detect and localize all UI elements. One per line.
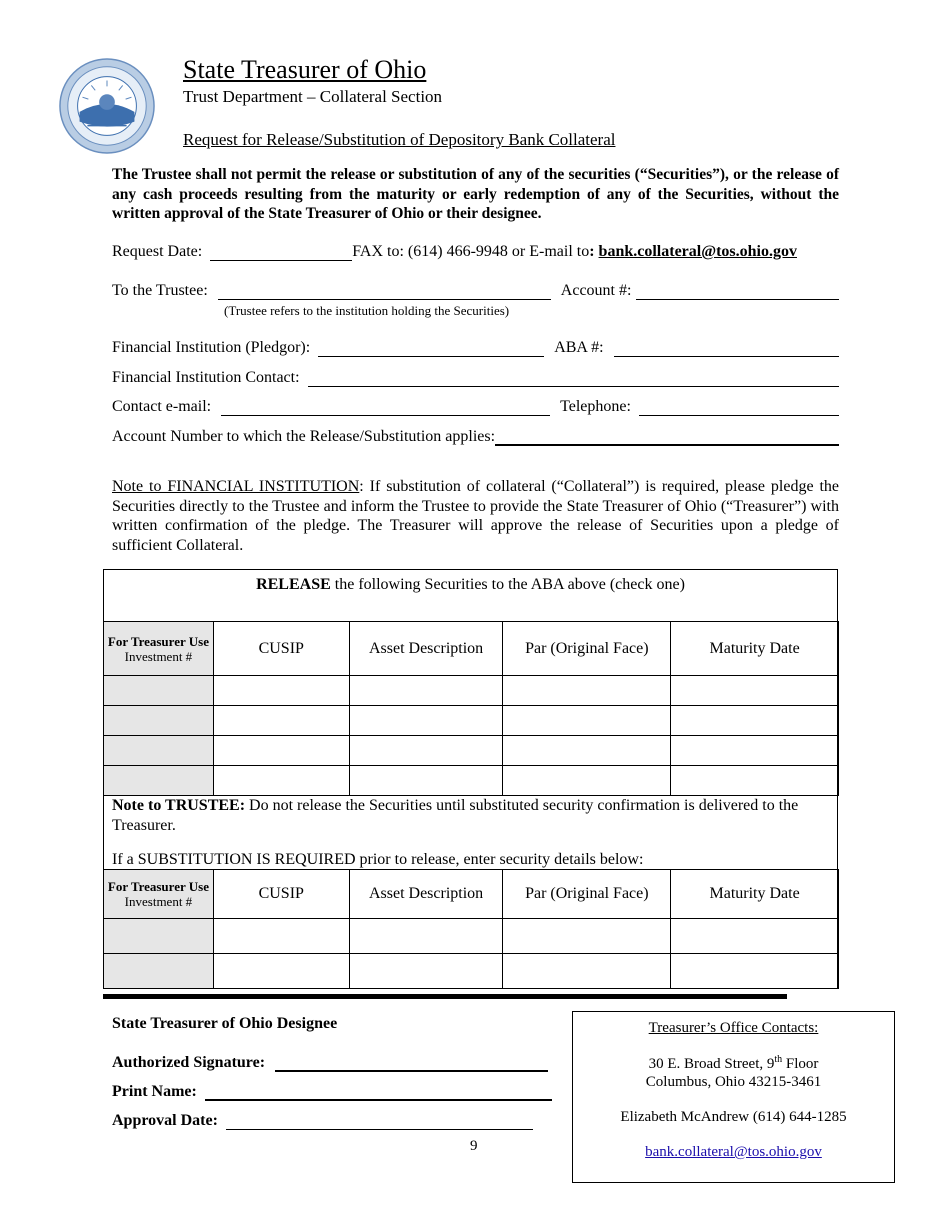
contacts-heading: Treasurer’s Office Contacts: xyxy=(648,1020,819,1036)
authorized-signature-field[interactable] xyxy=(275,1055,548,1072)
cusip-header: CUSIP xyxy=(213,870,349,919)
ohio-treasurer-seal-icon xyxy=(58,57,156,155)
investment-cell xyxy=(104,736,214,766)
telephone-field[interactable] xyxy=(639,400,839,416)
fi-contact-row xyxy=(112,369,839,387)
contacts-address-line2: Columbus, Ohio 43215-3461 xyxy=(645,1074,822,1090)
designee-heading: State Treasurer of Ohio Designee xyxy=(112,1015,338,1032)
fax-colon: : xyxy=(589,243,595,260)
account-number-row xyxy=(112,428,839,446)
maturity-cell[interactable] xyxy=(671,736,839,766)
cusip-cell[interactable] xyxy=(213,676,349,706)
investment-cell xyxy=(104,766,214,796)
substitution-instruction: If a SUBSTITUTION IS REQUIRED prior to release, enter security details below: xyxy=(112,851,644,868)
pledgor-row xyxy=(112,339,839,357)
fi-contact-label: Financial Institution Contact: xyxy=(112,369,300,386)
maturity-date-header: Maturity Date xyxy=(671,622,839,676)
approval-date-label: Approval Date: xyxy=(112,1112,218,1129)
contact-email-field[interactable] xyxy=(221,400,550,416)
cusip-cell[interactable] xyxy=(213,706,349,736)
table-row xyxy=(104,766,839,796)
maturity-cell[interactable] xyxy=(671,706,839,736)
account-label: Account #: xyxy=(560,282,632,299)
telephone-label: Telephone: xyxy=(560,398,631,415)
par-cell[interactable] xyxy=(503,919,671,954)
investment-cell xyxy=(104,919,214,954)
par-header: Par (Original Face) xyxy=(503,622,671,676)
note-to-trustee xyxy=(112,796,832,836)
asset-description-header: Asset Description xyxy=(349,622,503,676)
table-row xyxy=(104,736,839,766)
cusip-cell[interactable] xyxy=(213,954,349,989)
contact-email-label: Contact e-mail: xyxy=(112,398,212,415)
authorized-signature-label: Authorized Signature: xyxy=(112,1054,266,1071)
table-row xyxy=(104,706,839,736)
submission-email-link[interactable]: bank.collateral@tos.ohio.gov xyxy=(598,243,797,260)
for-treasurer-use-header: For Treasurer Use Investment # xyxy=(104,870,214,919)
approval-date-row xyxy=(112,1112,533,1130)
department-subtitle: Trust Department – Collateral Section xyxy=(183,87,443,106)
contact-email-row xyxy=(112,398,839,416)
cusip-cell[interactable] xyxy=(213,919,349,954)
trustee-hint: (Trustee refers to the institution holding the Securities) xyxy=(224,303,510,318)
maturity-date-header: Maturity Date xyxy=(671,870,839,919)
investment-cell xyxy=(104,676,214,706)
investment-cell xyxy=(104,954,214,989)
aba-label: ABA #: xyxy=(554,339,604,356)
note-trustee-bold: Note to TRUSTEE: xyxy=(112,797,246,814)
asset-cell[interactable] xyxy=(349,706,503,736)
cusip-cell[interactable] xyxy=(213,736,349,766)
par-header: Par (Original Face) xyxy=(503,870,671,919)
treasurer-contacts-box xyxy=(572,1011,895,1183)
release-table xyxy=(103,621,839,796)
page-number: 9 xyxy=(470,1138,478,1154)
authorized-signature-row xyxy=(112,1054,548,1072)
account-number-label: Account Number to which the Release/Substitution applies: xyxy=(112,428,496,445)
approval-date-field[interactable] xyxy=(226,1114,533,1130)
account-field[interactable] xyxy=(636,284,839,300)
pledgor-field[interactable] xyxy=(318,341,544,357)
substitution-table-header xyxy=(104,870,839,919)
par-cell[interactable] xyxy=(503,706,671,736)
aba-field[interactable] xyxy=(614,341,839,357)
cusip-header: CUSIP xyxy=(213,622,349,676)
release-table-header xyxy=(104,622,839,676)
trustee-label: To the Trustee: xyxy=(112,282,208,299)
substitution-table xyxy=(103,869,839,989)
note-trustee-text: Do not release the Securities until substituted security confirmation is delivered to the Treasurer. xyxy=(112,797,799,834)
maturity-cell[interactable] xyxy=(671,919,839,954)
fi-contact-field[interactable] xyxy=(308,371,839,387)
par-cell[interactable] xyxy=(503,954,671,989)
request-date-row xyxy=(112,243,839,261)
maturity-cell[interactable] xyxy=(671,954,839,989)
section-divider xyxy=(103,994,787,999)
release-bold: RELEASE xyxy=(256,576,331,593)
for-treasurer-use-header: For Treasurer Use Investment # xyxy=(104,622,214,676)
asset-cell[interactable] xyxy=(349,676,503,706)
contacts-email-link[interactable]: bank.collateral@tos.ohio.gov xyxy=(645,1144,822,1160)
table-row xyxy=(104,919,839,954)
fax-text: FAX to: (614) 466-9948 or E-mail to xyxy=(352,243,590,260)
trustee-row xyxy=(112,282,839,300)
release-heading xyxy=(103,576,838,594)
note-fi-text: : If substitution of collateral (“Collateral”) is required, please pledge the Securities directly to the Trustee and inform the Trustee to provide the State Treasurer of Ohio (“Treasurer”) with written confirmation of the pledge. The Treasurer will approve the release of Securities upon a pledge of sufficient Collateral. xyxy=(112,478,840,554)
print-name-row xyxy=(112,1083,552,1101)
table-row xyxy=(104,676,839,706)
asset-cell[interactable] xyxy=(349,766,503,796)
contacts-person: Elizabeth McAndrew (614) 644-1285 xyxy=(620,1109,847,1125)
maturity-cell[interactable] xyxy=(671,766,839,796)
note-fi-label: Note to FINANCIAL INSTITUTION xyxy=(112,478,360,495)
table-row xyxy=(104,954,839,989)
print-name-field[interactable] xyxy=(205,1084,552,1101)
pledgor-label: Financial Institution (Pledgor): xyxy=(112,339,311,356)
asset-description-header: Asset Description xyxy=(349,870,503,919)
asset-cell[interactable] xyxy=(349,954,503,989)
asset-cell[interactable] xyxy=(349,736,503,766)
request-date-field[interactable] xyxy=(210,245,352,261)
maturity-cell[interactable] xyxy=(671,676,839,706)
investment-cell xyxy=(104,706,214,736)
asset-cell[interactable] xyxy=(349,919,503,954)
contacts-address-line1: 30 E. Broad Street, 9th Floor xyxy=(648,1054,819,1072)
trustee-field[interactable] xyxy=(218,284,551,300)
request-date-label: Request Date: xyxy=(112,243,203,260)
cusip-cell[interactable] xyxy=(213,766,349,796)
form-title: Request for Release/Substitution of Depository Bank Collateral xyxy=(183,130,616,149)
release-text: the following Securities to the ABA above (check one) xyxy=(330,576,685,593)
page-title: State Treasurer of Ohio xyxy=(183,55,427,84)
note-to-financial-institution xyxy=(112,477,839,555)
trustee-warning: The Trustee shall not permit the release or substitution of any of the securities (“Securities”), or the release of any cash proceeds resulting from the maturity or early redemption of any of the Securities, without the written approval of the State Treasurer of Ohio or their designee. xyxy=(112,166,839,222)
par-cell[interactable] xyxy=(503,736,671,766)
print-name-label: Print Name: xyxy=(112,1083,197,1100)
account-number-field[interactable] xyxy=(495,429,839,446)
par-cell[interactable] xyxy=(503,766,671,796)
par-cell[interactable] xyxy=(503,676,671,706)
